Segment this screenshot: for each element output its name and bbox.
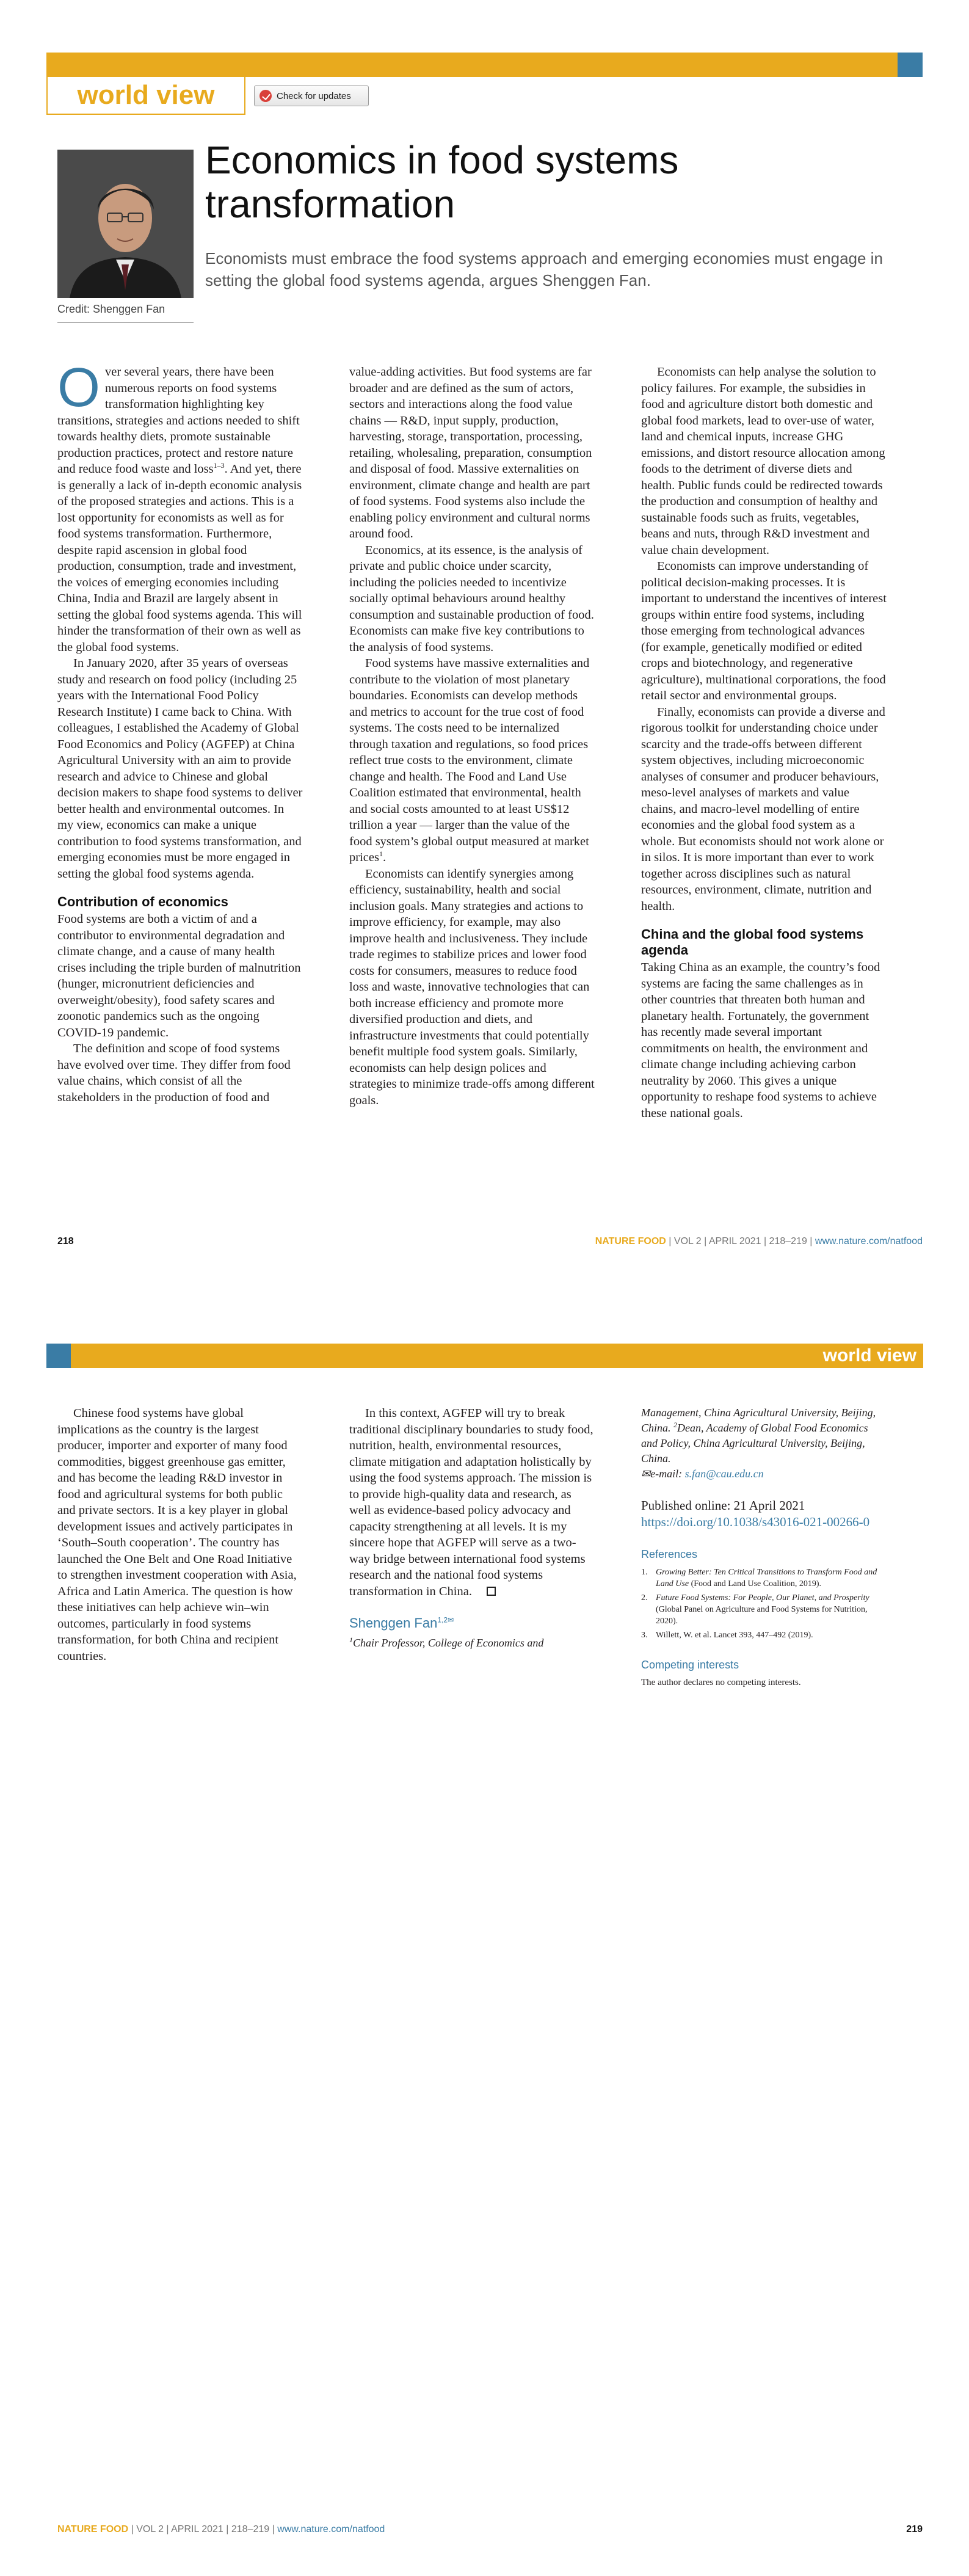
body-column-1: [57, 1405, 303, 1664]
footer-separator: |: [669, 1236, 674, 1246]
reference-title: Future Food Systems: For People, Our Planet, and Prosperity: [656, 1593, 869, 1603]
reference-item: [641, 1629, 887, 1641]
journal-issue: VOL 2 | APRIL 2021 | 218–219: [136, 2524, 270, 2534]
paragraph: In January 2020, after 35 years of overseas study and research on food policy (including 25 years with the International Food Policy Research Institute) I came back to China. With colleagues, I established the Academy of Global Food Economics and Policy (AGFEP) at China Agricultural University with an aim to provide research and advice to Chinese and global decision makers to shape food systems to deliver better health and environmental outcomes. In my view, economics can make a unique contribution to food systems transformation, and emerging economies must be more engaged in setting the global food systems agenda.: [57, 657, 303, 881]
reference-item: [641, 1566, 887, 1590]
body-column-1: [57, 357, 303, 1105]
article-headline: Economics in food systems transformation: [205, 138, 679, 226]
email-label: e-mail:: [650, 1468, 685, 1480]
credit-divider: [57, 322, 194, 323]
paragraph: value-adding activities. But food systems are far broader and are defined as the sum of actors, sectors and interactions along the food value chains — R&D, input supply, production, harvesting, storage, transportation, processing, retailing, wholesaling, preparation, consumption and disposal of food. Massive externalities on environment, climate change and health are part of food systems. Food systems also include the enabling policy environment and cultural norms around food.: [349, 365, 592, 540]
reference-title: Growing Better: Ten Critical Transitions to Transform Food and Land Use: [656, 1567, 877, 1588]
reference-item: [641, 1592, 887, 1627]
journal-url-link[interactable]: www.nature.com/natfood: [815, 1236, 923, 1246]
article-standfirst: Economists must embrace the food systems approach and emerging economies must engage in setting the global food systems agenda, argues Shenggen Fan.: [205, 249, 883, 289]
journal-url-link[interactable]: www.nature.com/natfood: [277, 2524, 385, 2534]
reference-detail: (Global Panel on Agriculture and Food Systems for Nutrition, 2020).: [656, 1604, 868, 1626]
paragraph: Economics, at its essence, is the analysis of private and public choice under scarcity, including the policies needed to incentivize socially optimal behaviours around healthy consumption and sustainable production of food. Economists can make five key contributions to the analysis of food systems.: [349, 543, 594, 654]
end-mark-icon: [487, 1587, 496, 1596]
doi-link[interactable]: https://doi.org/10.1038/s43016-021-00266-0: [641, 1515, 870, 1529]
check-updates-label: Check for updates: [277, 90, 351, 101]
journal-issue: VOL 2 | APRIL 2021 | 218–219: [673, 1236, 807, 1246]
citation: 1: [379, 850, 383, 859]
footer-separator: |: [131, 2524, 137, 2534]
drop-cap: O: [57, 357, 101, 418]
photo-credit: Credit: Shenggen Fan: [57, 303, 165, 315]
paragraph: Economists can help analyse the solution to policy failures. For example, the subsidies in food and agriculture distort both domestic and global food markets, lead to over-use of water, land and chemical inputs, increase GHG emissions, and distort resource allocation among foods to the detriment of diverse diets and health. Public funds could be redirected towards the production and consumption of healthy and sustainable foods such as fruits, vegetables, beans and nuts, through R&D investment and value chain development.: [641, 365, 885, 557]
check-updates-icon: [259, 90, 272, 102]
email-link[interactable]: s.fan@cau.edu.cn: [684, 1468, 764, 1480]
journal-footer: [57, 2524, 385, 2535]
author-name: Shenggen Fan: [349, 1615, 438, 1631]
paragraph: The definition and scope of food systems have evolved over time. They differ from food value chains, which consist of all the stakeholders in the production of food and: [57, 1042, 291, 1104]
reference-title: Willett, W. et al. Lancet 393, 447–492 (2019).: [656, 1630, 813, 1640]
author-photo: [57, 150, 194, 298]
body-column-3: [641, 1405, 887, 1689]
author-byline: [349, 1615, 595, 1632]
body-column-2: [349, 364, 595, 1108]
section-label: world view: [822, 1345, 916, 1366]
affiliation-text: Dean, Academy of Global Food Economics and Policy, China Agricultural University, Beijing, China.: [641, 1422, 868, 1464]
page-number: 218: [57, 1236, 74, 1246]
header-accent-square: [46, 1344, 71, 1368]
references-list: [641, 1566, 887, 1641]
paragraph-text: .: [382, 851, 387, 864]
reference-number: 2.: [641, 1593, 648, 1603]
publication-info: [641, 1497, 887, 1530]
references-heading: References: [641, 1548, 698, 1560]
page-number: 219: [906, 2524, 923, 2534]
section-heading: Contribution of economics: [57, 894, 228, 909]
paragraph: Economists can improve understanding of political decision-making processes. It is important to understand the incentives of interest groups within entire food systems, including those emerging from technological advances (for example, genetically modified or edited crops and biotechnology, and regenerative agriculture), multinational corporations, the food retail sector and environmental groups.: [641, 559, 887, 702]
paragraph: [349, 1405, 595, 1599]
paragraph-text: . And yet, there is generally a lack of in-depth economic analysis of the proposed strategies and actions. This is a lost opportunity for economists as well as for food systems transformation. Furthermore, despite rapid ascension in global food production, consumption, trade and investment, the voices of emerging economies including China, India and Brazil are largely absent in setting the global food systems agenda. This will hinder the transformation of their own as well as the global food systems.: [57, 462, 302, 654]
footer-separator: |: [810, 1236, 815, 1246]
journal-name: NATURE FOOD: [57, 2524, 129, 2534]
affiliation-mark: 1: [349, 1635, 353, 1644]
affiliation-text: Chair Professor, College of Economics and: [353, 1636, 544, 1649]
header-accent-square: [898, 53, 923, 77]
body-column-3: [641, 364, 887, 1121]
journal-footer: [595, 1236, 923, 1247]
paragraph-text: Food systems have massive externalities and contribute to the violation of most planetary boundaries. Economists can develop methods and metrics to account for the true cost of food systems. The costs need to be internalized through taxation and regulations, so food prices reflect true costs to the environment, climate change and health. The Food and Land Use Coalition estimated that environmental, health and social costs amounted to at least US$12 trillion a year — larger than the value of the food system’s global output measured at market prices: [349, 657, 590, 864]
reference-number: 3.: [641, 1630, 648, 1640]
reference-detail: (Food and Land Use Coalition, 2019).: [689, 1579, 822, 1588]
footer-separator: |: [272, 2524, 278, 2534]
paragraph: [57, 357, 303, 655]
header-bar: [71, 1344, 923, 1368]
paragraph-text: In this context, AGFEP will try to break traditional disciplinary boundaries to study food, nutrition, health, environmental resources, climate mitigation and adaptation holistically by using the food systems approach. The mission is to provide high-quality data and research, as well as evidence-based policy advocacy and capacity strengthening at all levels. It is my sincere hope that AGFEP will serve as a two-way bridge between international food systems research and the national food systems transformation in China.: [349, 1406, 593, 1598]
published-date: Published online: 21 April 2021: [641, 1498, 805, 1513]
journal-name: NATURE FOOD: [595, 1236, 666, 1246]
affiliation-continued: [641, 1405, 887, 1482]
check-for-updates-button[interactable]: [254, 86, 369, 106]
section-label: world view: [46, 77, 245, 115]
paragraph: Economists can identify synergies among efficiency, sustainability, health and social inclusion goals. Many strategies and actions to improve efficiency, for example, may also improve health and inclusiveness. They include trade regimes to stabilize prices and lower food costs for consumers, measures to reduce food loss and waste, innovative technologies that can both increase efficiency and promote more diversified production and diets, and infrastructure investments that could potentially benefit multiple food system goals. Similarly, economists can help design polices and strategies to minimize trade-offs among different goals.: [349, 867, 595, 1107]
author-photo-illustration: [57, 150, 194, 298]
author-affiliation-marks: 1,2✉: [437, 1615, 454, 1625]
paragraph-text: ver several years, there have been numerous reports on food systems transformation highlighting key transitions, strategies and actions needed to shift towards healthy diets, promote sustainable production practices, protect and restore nature and reduce food waste and loss: [57, 365, 300, 476]
paragraph: Chinese food systems have global implications as the country is the largest producer, importer and exporter of many food commodities, biggest greenhouse gas emitter, and has become the leading R&D investor in food and agricultural systems for both public and private sectors. It is a key player in global development issues and actively participates in ‘South–South cooperation’. The country has launched the One Belt and One Road Initiative to strengthen investment cooperation with Asia, Africa and Latin America. The question is how these initiatives can help achieve win–win outcomes, particularly in food systems transformation, for both China and recipient countries.: [57, 1406, 297, 1663]
paragraph: Taking China as an example, the country’s food systems are facing the same challenges as in other countries that threaten both human and planetary health. Fortunately, the government has recently made several important commitments on health, the environment and climate change including achieving carbon neutrality by 2060. This gives a unique opportunity to reshape food systems to achieve these national goals.: [641, 961, 880, 1120]
affiliation: [349, 1635, 595, 1651]
header-bar: [46, 53, 898, 77]
paragraph: Food systems are both a victim of and a contributor to environmental degradation and climate change, and a cause of many health crises including the triple burden of malnutrition (hunger, micronutrient deficiencies and overweight/obesity), food safety scares and zoonotic pandemics such as the ongoing COVID-19 pandemic.: [57, 912, 301, 1039]
citation: 1–3: [213, 461, 225, 470]
competing-interests-heading: Competing interests: [641, 1658, 739, 1671]
paragraph: [349, 655, 595, 866]
page-219: [0, 1288, 969, 2576]
body-column-2: [349, 1405, 595, 1651]
affiliation-text: Management, China Agricultural University, Beijing, China.: [641, 1406, 876, 1434]
paragraph: Finally, economists can provide a diverse and rigorous toolkit for understanding choice under scarcity and the trade-offs between different system objectives, including microeconomic analyses of consumer and producer behaviours, meso-level analyses of markets and value chains, and macro-level modelling of entire economies and the global food system as a whole. But economists should not work alone or in silos. It is more important than ever to work together across disciplines such as natural resources, environment, climate, nutrition and health.: [641, 705, 885, 913]
reference-number: 1.: [641, 1567, 648, 1577]
affiliation-mark: 2: [673, 1421, 678, 1429]
email-icon: ✉: [641, 1468, 651, 1480]
competing-interests-text: The author declares no competing interests.: [641, 1678, 801, 1687]
section-heading: China and the global food systems agenda: [641, 926, 864, 958]
